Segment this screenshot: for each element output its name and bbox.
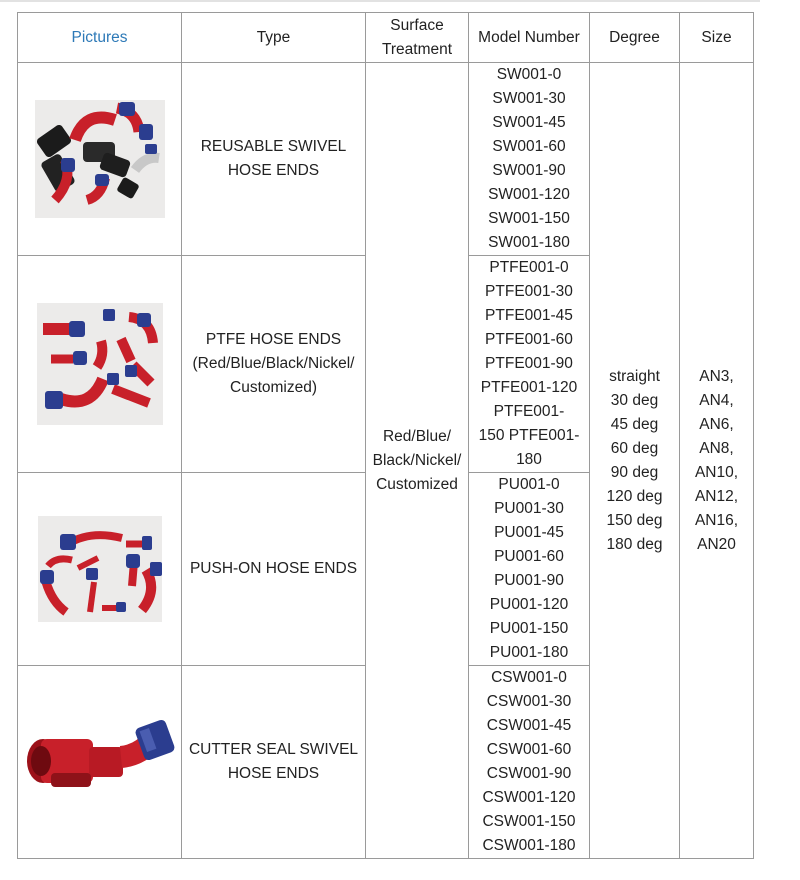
model-number: 150 PTFE001- bbox=[478, 427, 580, 444]
type-text-line: HOSE ENDS bbox=[227, 765, 320, 782]
model-number: PU001-45 bbox=[494, 524, 564, 541]
model-number: SW001-60 bbox=[492, 138, 566, 155]
model-number: SW001-90 bbox=[492, 162, 566, 179]
type-cell bbox=[182, 256, 366, 473]
size-value: AN20 bbox=[697, 535, 736, 553]
degree-value: 120 deg bbox=[606, 487, 663, 505]
size-cell bbox=[680, 63, 754, 859]
model-number: PU001-30 bbox=[494, 500, 564, 517]
model-number: PU001-150 bbox=[489, 620, 569, 637]
degree-value: 150 deg bbox=[606, 511, 663, 529]
model-number: SW001-180 bbox=[488, 234, 570, 251]
model-number: CSW001-60 bbox=[486, 741, 572, 758]
model-number: PU001-60 bbox=[494, 548, 564, 565]
surface-text-line: Red/Blue/ bbox=[382, 427, 452, 445]
size-value: AN12, bbox=[694, 487, 739, 505]
picture-cell bbox=[18, 63, 182, 256]
header-model-number: Model Number bbox=[469, 13, 590, 63]
header-surface-treatment bbox=[366, 13, 469, 63]
degree-cell bbox=[590, 63, 680, 859]
size-value: AN6, bbox=[699, 415, 734, 433]
header-surface-line: Surface bbox=[390, 16, 444, 34]
model-number-cell bbox=[469, 473, 590, 666]
degree-value: 30 deg bbox=[610, 391, 659, 409]
surface-text-line: Black/Nickel/ bbox=[372, 451, 462, 469]
model-number-cell bbox=[469, 256, 590, 473]
red-blue-black-swivel-fittings-photo bbox=[35, 100, 165, 218]
red-blue-ptfe-fittings-photo bbox=[37, 303, 163, 425]
product-spec-table bbox=[17, 12, 754, 859]
header-degree: Degree bbox=[590, 13, 680, 63]
model-number: PTFE001-90 bbox=[485, 355, 573, 372]
model-number: SW001-45 bbox=[492, 114, 566, 131]
type-cell bbox=[182, 666, 366, 859]
model-number: PU001-90 bbox=[494, 572, 564, 589]
model-number: CSW001-180 bbox=[482, 837, 576, 854]
model-number: SW001-120 bbox=[488, 186, 570, 203]
model-number: 180 bbox=[516, 451, 542, 468]
type-text-line: (Red/Blue/Black/Nickel/ bbox=[192, 355, 355, 372]
model-number-cell bbox=[469, 666, 590, 859]
header-size: Size bbox=[680, 13, 754, 63]
size-value: AN10, bbox=[694, 463, 739, 481]
degree-value: 60 deg bbox=[610, 439, 659, 457]
model-number: PTFE001-0 bbox=[489, 259, 569, 276]
model-number: PU001-0 bbox=[498, 476, 560, 493]
model-number: SW001-0 bbox=[496, 66, 562, 83]
degree-value: 45 deg bbox=[610, 415, 659, 433]
degree-value: 180 deg bbox=[606, 535, 663, 553]
model-number: CSW001-90 bbox=[486, 765, 572, 782]
model-number: PU001-180 bbox=[489, 644, 569, 661]
model-number: PTFE001-45 bbox=[485, 307, 573, 324]
type-text-line: CUTTER SEAL SWIVEL bbox=[188, 741, 359, 758]
picture-cell bbox=[18, 666, 182, 859]
picture-cell bbox=[18, 473, 182, 666]
surface-text-line: Customized bbox=[376, 475, 458, 493]
size-value: AN3, bbox=[699, 367, 734, 385]
model-number: SW001-30 bbox=[492, 90, 566, 107]
model-number: CSW001-30 bbox=[486, 693, 572, 710]
header-type: Type bbox=[182, 13, 366, 63]
model-number: SW001-150 bbox=[488, 210, 570, 227]
model-number: PTFE001-30 bbox=[485, 283, 573, 300]
surface-treatment-cell bbox=[366, 63, 469, 859]
type-text-line: REUSABLE SWIVEL bbox=[200, 138, 347, 155]
red-blue-push-on-fittings-photo bbox=[38, 516, 162, 622]
model-number: CSW001-150 bbox=[482, 813, 576, 830]
type-text-line: PTFE HOSE ENDS bbox=[205, 331, 342, 348]
type-text-line: PUSH-ON HOSE ENDS bbox=[189, 560, 358, 577]
model-number: PTFE001- bbox=[493, 403, 565, 420]
type-cell bbox=[182, 473, 366, 666]
degree-value: straight bbox=[609, 367, 660, 385]
picture-cell bbox=[18, 256, 182, 473]
model-number: CSW001-120 bbox=[482, 789, 576, 806]
model-number: PTFE001-120 bbox=[480, 379, 578, 396]
top-divider bbox=[0, 0, 760, 2]
degree-value: 90 deg bbox=[610, 463, 659, 481]
type-text-line: HOSE ENDS bbox=[227, 162, 320, 179]
size-value: AN8, bbox=[699, 439, 734, 457]
header-surface-line: Treatment bbox=[381, 40, 453, 58]
red-blue-cutter-seal-fitting-photo bbox=[21, 717, 179, 807]
model-number: CSW001-45 bbox=[486, 717, 572, 734]
header-pictures: Pictures bbox=[18, 13, 182, 63]
type-text-line: Customized) bbox=[230, 379, 317, 396]
model-number: PU001-120 bbox=[489, 596, 569, 613]
table-row bbox=[18, 63, 754, 256]
header-row bbox=[18, 13, 754, 63]
size-value: AN16, bbox=[694, 511, 739, 529]
model-number: PTFE001-60 bbox=[485, 331, 573, 348]
model-number: CSW001-0 bbox=[491, 669, 567, 686]
model-number-cell bbox=[469, 63, 590, 256]
type-cell bbox=[182, 63, 366, 256]
size-value: AN4, bbox=[699, 391, 734, 409]
